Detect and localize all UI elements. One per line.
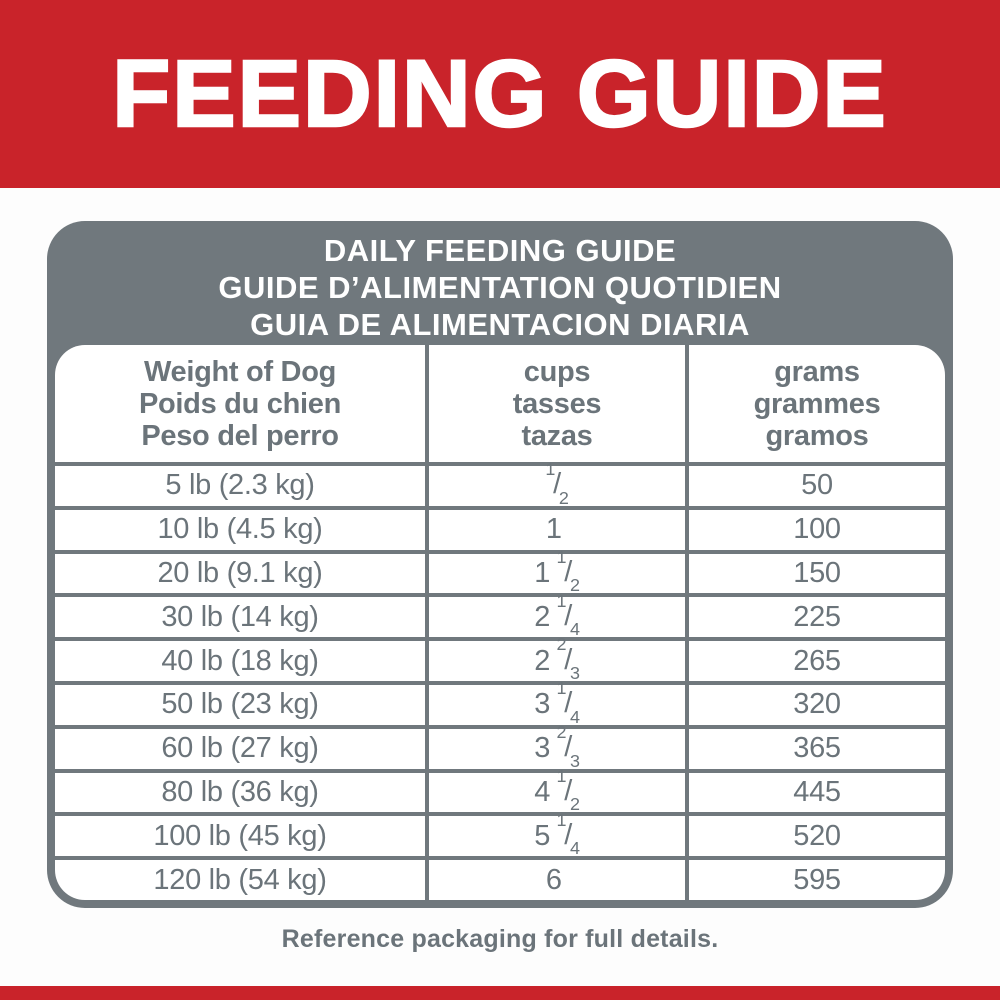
cups-whole: 3 [534,732,551,765]
daily-feeding-guide-box [47,221,953,908]
cups-cell [425,546,685,596]
cups-fraction: $^2/_3$ [556,634,580,683]
cups-whole: 2 [534,644,551,677]
table-row [55,809,945,859]
cups-fraction: $^2/_3$ [556,721,580,771]
cups-cell [425,634,685,683]
reference-note: Reference packaging for full details. [281,925,719,953]
table-row [55,721,945,771]
cups-cell [425,721,685,771]
table-row [55,634,945,683]
table-row [55,590,945,640]
banner-title: FEEDING GUIDE [112,40,888,147]
table-body [55,459,945,900]
cups-whole: 4 [534,775,551,808]
cups-fraction: $^1/_4$ [556,809,580,859]
cups-cell [425,765,685,815]
weight-cell: 80 lb (36 kg) [161,775,319,808]
cups-fraction: $^1/_4$ [556,678,580,727]
grams-cell: 365 [685,729,945,769]
grams-cell: 520 [685,816,945,856]
weight-cell: 5 lb (2.3 kg) [165,469,315,502]
cups-whole: 2 [534,600,551,633]
cups-fraction: $^1/_4$ [556,590,580,640]
guide-title-en: DAILY FEEDING GUIDE [323,233,677,268]
table-header-row [55,345,945,466]
header-weight-en: Weight of Dog [143,355,337,388]
header-weight-fr: Poids du chien [138,387,342,420]
grams-cell: 225 [685,597,945,637]
cups-whole: 5 [534,819,551,852]
grams-cell: 445 [685,773,945,813]
header-grams-fr: grammes [753,387,881,420]
header-cups [425,345,685,462]
table-row [55,765,945,815]
grams-cell: 100 [685,510,945,550]
cups-whole: 3 [534,688,551,721]
feeding-table [55,345,945,900]
weight-cell: 60 lb (27 kg) [161,732,319,765]
cups-fraction: $^1/_2$ [556,546,580,596]
header-grams [685,345,945,462]
cups-whole: 6 [545,863,562,896]
header-cups-fr: tasses [512,387,602,420]
guide-title-fr: GUIDE D’ALIMENTATION QUOTIDIEN [218,270,782,305]
header-grams-en: grams [774,355,860,388]
guide-title-es: GUIA DE ALIMENTACION DIARIA [250,307,750,342]
bottom-red-strip [0,986,1000,1000]
header-cups-es: tazas [521,419,593,452]
grams-cell: 150 [685,554,945,594]
cups-cell [425,860,685,900]
cups-cell [425,459,685,508]
guide-box-header [47,221,953,345]
grams-cell: 320 [685,685,945,725]
table-row [55,678,945,727]
cups-cell [425,590,685,640]
header-weight-es: Peso del perro [141,419,339,452]
grams-cell: 265 [685,641,945,681]
weight-cell: 30 lb (14 kg) [161,600,319,633]
grams-cell: 595 [685,860,945,900]
cups-cell [425,510,685,550]
table-row [55,459,945,508]
table-row [55,856,945,900]
weight-cell: 50 lb (23 kg) [161,688,319,721]
weight-cell: 20 lb (9.1 kg) [157,556,323,589]
cups-fraction: $^1/_2$ [556,765,580,815]
feeding-guide-banner [0,0,1000,188]
table-row [55,546,945,596]
header-cups-en: cups [523,355,591,388]
weight-cell: 10 lb (4.5 kg) [157,513,323,546]
cups-whole: 1 [534,556,551,589]
cups-cell [425,678,685,727]
weight-cell: 120 lb (54 kg) [153,863,327,896]
cups-fraction: $^1/_2$ [545,459,569,508]
weight-cell: 40 lb (18 kg) [161,644,319,677]
grams-cell: 50 [685,466,945,506]
cups-cell [425,809,685,859]
weight-cell: 100 lb (45 kg) [153,819,327,852]
table-row [55,506,945,550]
cups-whole: 1 [545,513,562,546]
header-grams-es: gramos [765,419,869,452]
header-weight [55,345,425,462]
